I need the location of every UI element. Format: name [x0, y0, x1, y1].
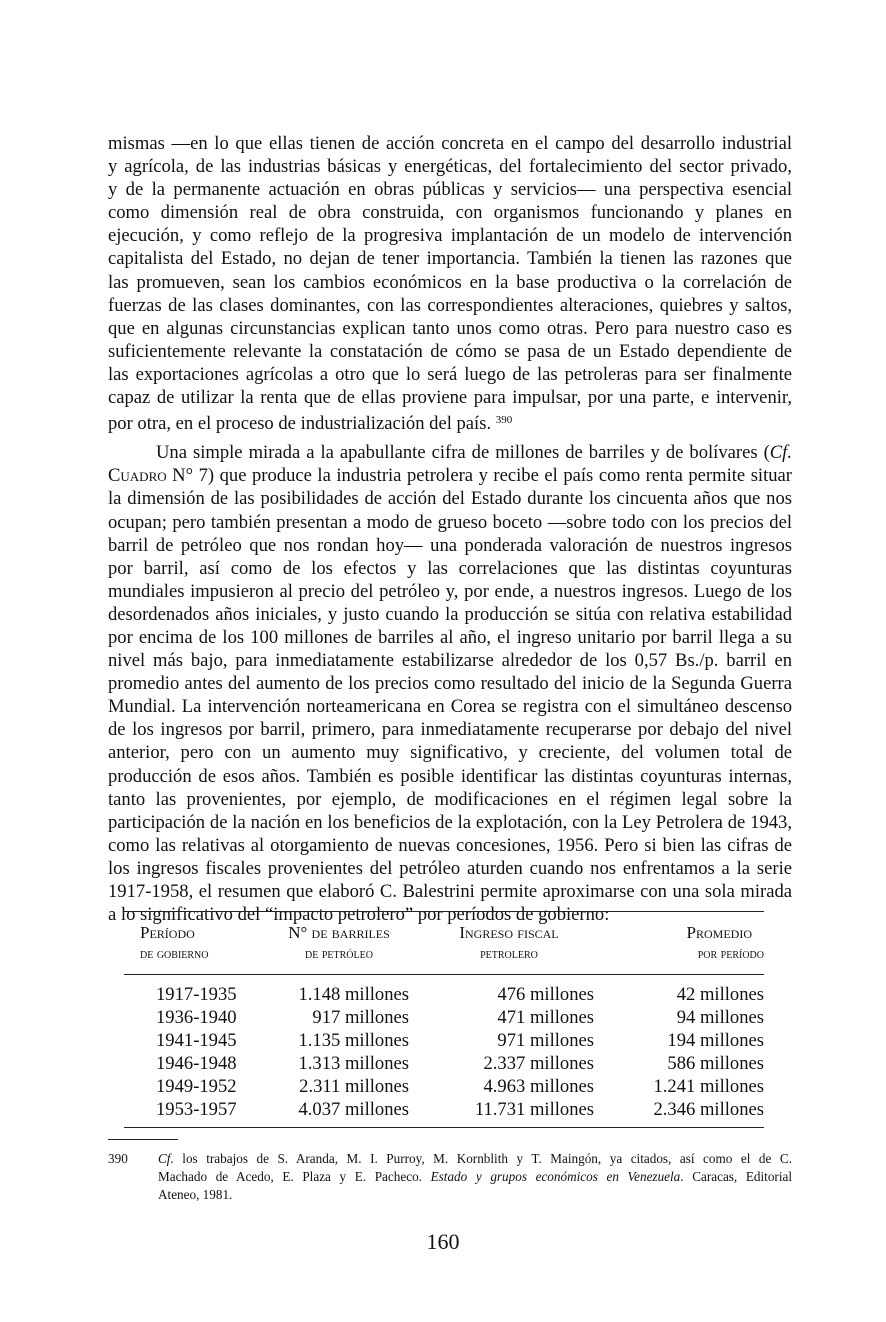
table-body	[124, 975, 764, 1127]
table-bottom-rule	[124, 1127, 764, 1128]
text-line: barril de petróleo que nos rondan hoy— una ponderada valoración de nuestros ingresos	[108, 534, 792, 556]
text-line: como dimensión real de obra construida, con organismos funcionando y planes en	[108, 202, 792, 224]
cell-ingreso: 4.963 millones	[483, 1076, 594, 1097]
cell-promedio: 2.346 millones	[653, 1099, 764, 1120]
cell-periodo: 1953-1957	[156, 1099, 237, 1120]
table-row	[124, 1029, 764, 1052]
cell-barriles: 2.311 millones	[299, 1076, 409, 1097]
text-line: Una simple mirada a la apabullante cifra de millones de barriles y de bolívares (Cf.	[156, 442, 792, 464]
page-number: 160	[426, 1229, 460, 1254]
header-ingreso: Ingreso fiscal petrolero	[459, 923, 559, 962]
header-promedio: Promedio por período	[686, 923, 764, 962]
text-line: y de la permanente actuación en obras públicas y servicios— una perspectiva esencial	[108, 179, 792, 201]
table-row	[124, 1052, 764, 1075]
cell-barriles: 1.148 millones	[298, 984, 409, 1005]
cell-ingreso: 971 millones	[497, 1030, 594, 1051]
cf-abbreviation: Cf.	[769, 442, 792, 464]
text-line: nivel más bajo, para inmediatamente estabilizarse alrededor de los 0,57 Bs./p. barril en	[108, 650, 792, 672]
text-line: mismas —en lo que ellas tienen de acción concreta en el campo del desarrollo industrial	[108, 133, 792, 154]
text-line: por barril, así como de los efectos y las correlaciones que las distintas coyunturas	[108, 557, 792, 579]
paragraph-2	[108, 441, 792, 926]
text-line: de los ingresos por barril, primero, para inmediatamente recuperarse por debajo del nivel	[108, 719, 792, 741]
footnote-390	[108, 1150, 792, 1204]
footnote-number: 390	[108, 1151, 128, 1166]
text-line: mundiales impusieron al precio del petróleo y, por ende, a nuestros ingresos. Luego de los	[108, 580, 792, 602]
table-row	[124, 1006, 764, 1029]
text-line: tanto las provenientes, por ejemplo, de modificaciones en el régimen legal sobre la	[108, 788, 792, 810]
text-line: promedio antes del aumento de los precios como resultado del inicio de la Segunda Guerra	[108, 673, 792, 695]
text-line: Mundial. La intervención norteamericana en Corea se registra con el simultáneo descenso	[108, 696, 792, 718]
paragraph-1	[108, 132, 792, 435]
text-line: capitalista del Estado, no dejan de tener importancia. También la tienen las razones que	[108, 248, 792, 270]
text-line: ejecución, y como reflejo de la progresiva implantación de un modelo de intervención	[108, 225, 792, 247]
cell-ingreso: 2.337 millones	[483, 1053, 594, 1074]
cell-promedio: 194 millones	[667, 1030, 764, 1051]
text-line: que en algunas circunstancias explican tanto unos como otras. Pero para nuestro caso es	[108, 317, 792, 339]
footnote-line: Cf. los trabajos de S. Aranda, M. I. Purroy, M. Kornblith y T. Maingón, ya citados, así como el de C.	[158, 1151, 792, 1166]
table-header	[124, 912, 764, 974]
cuadro-reference: Cuadro	[108, 465, 167, 487]
footnote-text	[158, 1150, 792, 1204]
text-line: como las relativas al otorgamiento de nuevas concesiones, 1956. Pero si bien las cifras de	[108, 834, 792, 856]
cell-barriles: 1.135 millones	[298, 1030, 409, 1051]
text-line: fuerzas de las clases dominantes, con las correspondientes alteraciones, quiebres y saltos,	[108, 294, 792, 316]
cell-periodo: 1917-1935	[156, 984, 237, 1005]
cell-promedio: 94 millones	[676, 1007, 764, 1028]
text-line: Cuadro N° 7) que produce la industria petrolera y recibe el país como renta permite situar	[108, 465, 792, 487]
cell-periodo: 1946-1948	[156, 1053, 237, 1074]
text-line: ocupan; pero también presentan a modo de grueso boceto —sobre todo con los precios del	[108, 511, 792, 533]
body-text	[108, 132, 792, 926]
footnote-reference[interactable]: 390	[495, 414, 513, 427]
cell-ingreso: 476 millones	[497, 984, 594, 1005]
text-line: desordenados años iniciales, y justo cuando la producción se sitúa con relativa estabilidad	[108, 603, 792, 625]
table-row	[124, 1098, 764, 1121]
cell-periodo: 1941-1945	[156, 1030, 237, 1051]
text-line: las exportaciones agrícolas a otro que lo será luego de las petroleras para ser finalmente	[108, 363, 792, 385]
text-line: las promueven, sean los cambios económicos en la base productiva o la correlación de	[108, 271, 792, 293]
text-line: los ingresos fiscales provenientes del petróleo aturden cuando nos enfrentamos a la serie	[108, 857, 792, 879]
text-line: por encima de los 100 millones de barriles al año, el ingreso unitario por barril llega a su	[108, 626, 792, 648]
cell-barriles: 4.037 millones	[298, 1099, 409, 1120]
text-line: participación de la nación en los beneficios de la explotación, con la Ley Petrolera de 1943,	[108, 811, 792, 833]
cited-book-title: Estado y grupos económicos en Venezuela	[430, 1169, 681, 1184]
table-row	[124, 1075, 764, 1098]
footnote-line: Machado de Acedo, E. Plaza y E. Pacheco. Estado y grupos económicos en Venezuela. Caracas, Editorial	[158, 1169, 792, 1184]
cell-ingreso: 11.731 millones	[474, 1099, 594, 1120]
text-line: producción de esos años. También es posible identificar las distintas coyunturas internas,	[108, 765, 792, 787]
text-line: a lo significativo del “impacto petrolero” por períodos de gobierno:	[108, 904, 610, 926]
cell-promedio: 1.241 millones	[653, 1076, 764, 1097]
footnote-separator	[108, 1139, 178, 1140]
cell-ingreso: 471 millones	[497, 1007, 594, 1028]
text-line: 1917-1958, el resumen que elaboró C. Balestrini permite aproximarse con una sola mirada	[108, 881, 792, 902]
cell-periodo: 1949-1952	[156, 1076, 237, 1097]
header-periodo: Período de gobierno	[140, 923, 209, 962]
cell-barriles: 917 millones	[312, 1007, 409, 1028]
table-row	[124, 983, 764, 1006]
footnote-line: Ateneo, 1981.	[158, 1187, 233, 1202]
text-line: la dimensión de las posibilidades de acción del Estado durante los cincuenta años que nos	[108, 488, 792, 510]
text-line: por otra, en el proceso de industrialización del país. $^{390}$	[108, 413, 513, 435]
oil-income-table	[124, 911, 764, 1128]
cell-promedio: 586 millones	[667, 1053, 764, 1074]
text-line: y agrícola, de las industrias básicas y energéticas, del fortalecimiento del sector privado,	[108, 156, 792, 178]
cell-periodo: 1936-1940	[156, 1007, 237, 1028]
cell-barriles: 1.313 millones	[298, 1053, 409, 1074]
header-barriles: N° de barriles de petróleo	[288, 923, 390, 962]
text-line: anterior, pero con un aumento muy significativo, y creciente, del volumen total de	[108, 742, 792, 764]
text-line: capaz de utilizar la renta que de ellas proviene para impulsar, por una parte, e intervenir,	[108, 387, 792, 409]
text-line: suficientemente relevante la constatación de cómo se pasa de un Estado dependiente de	[108, 340, 792, 362]
cell-promedio: 42 millones	[676, 984, 764, 1005]
